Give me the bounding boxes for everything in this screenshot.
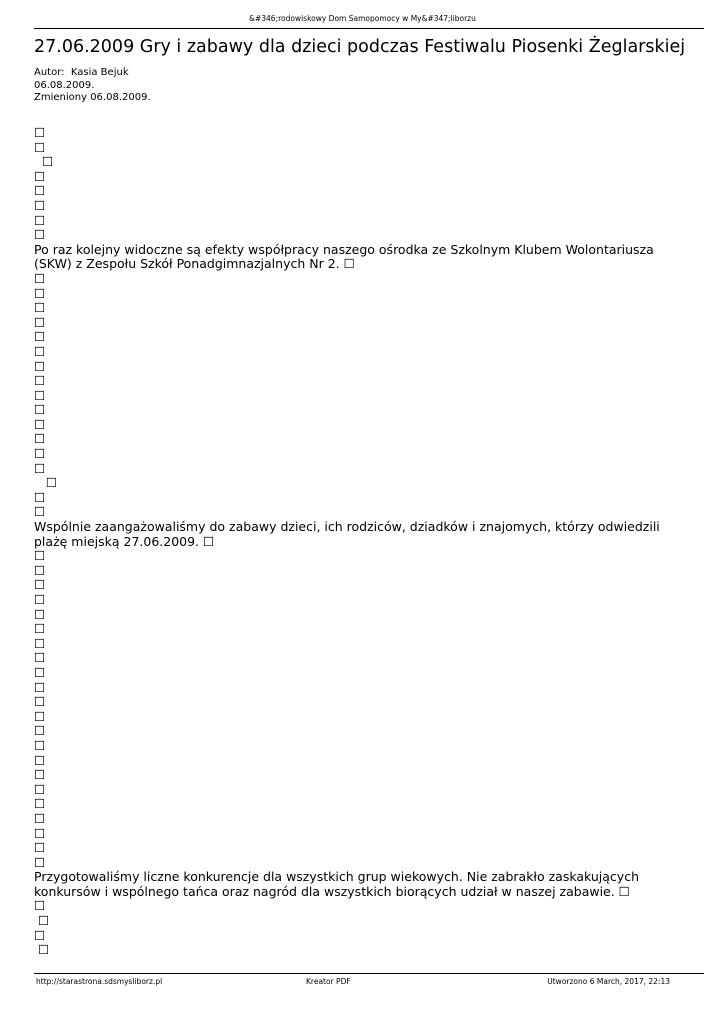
missing-image-placeholder: ☐ (34, 781, 46, 797)
missing-image-placeholder: ☐ (34, 197, 46, 213)
article-meta (34, 67, 151, 105)
publish-date: 06.08.2009. (34, 79, 95, 91)
missing-image-placeholder: ☐ (34, 737, 46, 753)
missing-image-placeholder: ☐ (34, 810, 46, 826)
missing-image-placeholder: ☐ (34, 183, 46, 199)
missing-image-placeholder: ☐ (34, 504, 46, 520)
missing-image-placeholder: ☐ (34, 562, 46, 578)
article-title: 27.06.2009 Gry i zabawy dla dzieci podczas Festiwalu Piosenki Żeglarskiej (34, 37, 686, 57)
missing-image-placeholder: ☐ (34, 796, 46, 812)
missing-image-placeholder: ☐ (34, 606, 46, 622)
missing-image-placeholder: ☐ (34, 168, 46, 184)
header-divider (34, 28, 704, 29)
footer-url: http://starastrona.sdsmysliborz.pl (36, 977, 163, 986)
missing-image-placeholder: ☐ (34, 314, 46, 330)
author-line: Autor: Kasia Bejuk (34, 67, 129, 78)
article-paragraph: Wspólnie zaangażowaliśmy do zabawy dzieci, ich rodziców, dziadków i znajomych, którzy odwiedzili plażę miejską 27.06.2009. ☐ (34, 519, 660, 549)
missing-image-placeholder: ☐ (34, 898, 46, 914)
missing-image-placeholder: ☐ (34, 343, 46, 359)
missing-image-placeholder: ☐ (34, 825, 46, 841)
missing-image-placeholder: ☐ (34, 635, 46, 651)
missing-image-placeholder: ☐ (34, 402, 46, 418)
missing-image-placeholder: ☐ (34, 679, 46, 695)
modified-date: Zmieniony 06.08.2009. (34, 92, 151, 103)
missing-image-placeholder: ☐ (34, 431, 46, 447)
missing-image-placeholder: ☐ (34, 621, 46, 637)
missing-image-placeholder: ☐ (34, 927, 46, 943)
article-paragraph: Po raz kolejny widoczne są efekty współpracy naszego ośrodka ze Szkolnym Klubem Wolontariusza (SKW) z Zespołu Szkół Ponadgimnazjalnych Nr 2. ☐ (34, 241, 654, 272)
footer-divider (34, 973, 704, 974)
missing-image-placeholder: ☐ (34, 723, 46, 739)
missing-image-placeholder: ☐ (34, 329, 46, 345)
missing-image-placeholder: ☐ (34, 387, 46, 403)
missing-image-placeholder: ☐ (34, 358, 46, 374)
missing-image-placeholder: ☐ (34, 694, 46, 710)
missing-image-placeholder: ☐ (34, 752, 46, 768)
missing-image-placeholder: ☐ (34, 942, 50, 958)
missing-image-placeholder: ☐ (34, 854, 46, 870)
missing-image-placeholder: ☐ (34, 285, 46, 301)
missing-image-placeholder: ☐ (34, 416, 46, 432)
missing-image-placeholder: ☐ (34, 300, 46, 316)
footer-created: Utworzono 6 March, 2017, 22:13 (547, 977, 670, 986)
missing-image-placeholder: ☐ (34, 548, 46, 564)
missing-image-placeholder: ☐ (34, 913, 50, 929)
missing-image-placeholder: ☐ (34, 708, 46, 724)
article-paragraph: Przygotowaliśmy liczne konkurencje dla wszystkich grup wiekowych. Nie zabrakło zaskakujących konkursów i wspólnego tańca oraz nagród dla wszystkich biorących udział w naszej zabawie. ☐ (34, 869, 639, 899)
missing-image-placeholder: ☐ (34, 650, 46, 666)
missing-image-placeholder: ☐ (34, 212, 46, 228)
missing-image-placeholder: ☐ (34, 767, 46, 783)
missing-image-placeholder: ☐ (34, 125, 46, 140)
missing-image-placeholder: ☐ (34, 840, 46, 856)
missing-image-placeholder: ☐ (34, 373, 46, 389)
missing-image-placeholder: ☐ (34, 139, 46, 155)
missing-image-placeholder: ☐ (34, 270, 46, 286)
missing-image-placeholder: ☐ (34, 460, 46, 476)
footer-generator: Kreator PDF (306, 977, 351, 986)
missing-image-placeholder: ☐ (34, 577, 46, 593)
article-body (34, 126, 684, 958)
missing-image-placeholder: ☐ (34, 154, 54, 170)
missing-image-placeholder: ☐ (34, 446, 46, 462)
missing-image-placeholder: ☐ (34, 489, 46, 505)
missing-image-placeholder: ☐ (34, 664, 46, 680)
missing-image-placeholder: ☐ (34, 592, 46, 607)
page-header: &#346;rodowiskowy Dom Samopomocy w My&#347;liborzu (249, 14, 476, 23)
missing-image-placeholder: ☐ (34, 227, 46, 243)
missing-image-placeholder: ☐ (34, 475, 58, 491)
